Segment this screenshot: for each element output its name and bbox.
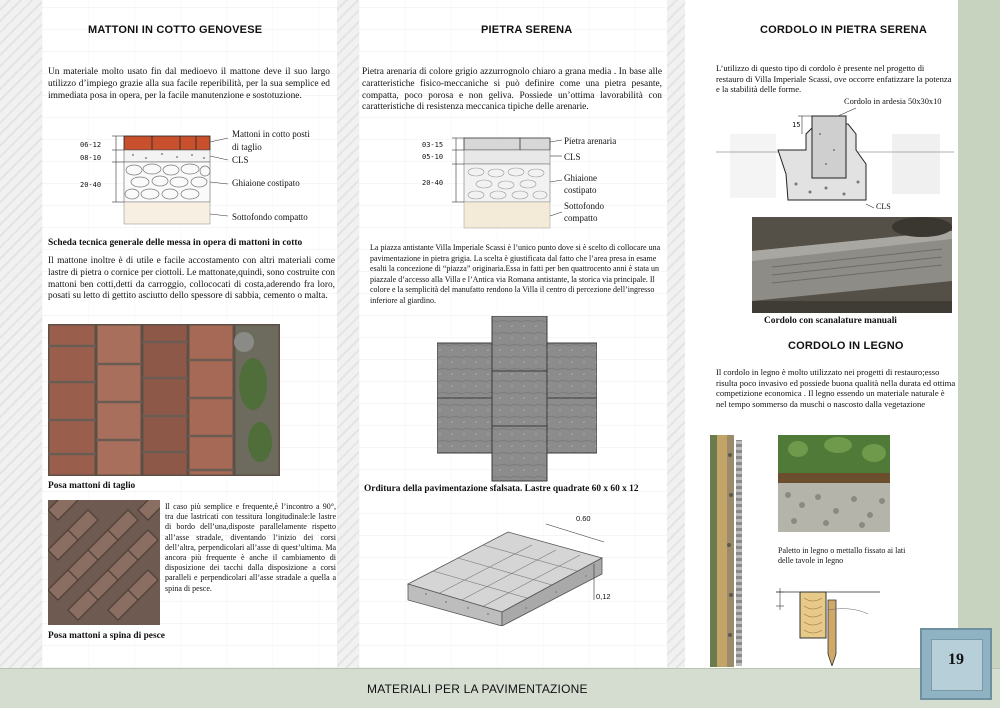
pietra-section-diagram [420, 132, 640, 232]
dim-060: 0.60 [576, 514, 591, 523]
page-number-badge [920, 628, 992, 700]
cordolo-pietra-text: L’utilizzo di questo tipo di cordolo è presente nel progetto di restauro di Villa Imperiale Scassi, ove occorre enfatizzare la potenza e la stabilità delle forme. [716, 63, 952, 95]
pietra-label-ghiaione: Ghiaione costipato [564, 173, 597, 195]
dim-label-3: 20-40 [80, 181, 102, 189]
layer-label-ghiaione: Ghiaione costipato [232, 178, 300, 188]
cordolo-dim-15: 15 [792, 121, 801, 129]
pietra-dim-3: 20-40 [422, 179, 444, 187]
piazza-text: La piazza antistante Villa Imperiale Scassi è l’unico punto dove si è scelto di collocare una pavimentazione in pietra grigia. La scelta è giustificata dal fatto che l’area presa in esame esalti la concezione di “piazza” originaria.Essa in fatti per ben quattrocento anni è stata un piazzale d’accesso alla Villa e l’Antica via Romana antistante, la storica via principale. Il colore e la semplicità del manufatto rendono la Villa il centro di percezione dell’ingresso inferiore al giardino. [370, 243, 661, 305]
layer-label-sottofondo: Sottofondo compatto [232, 212, 308, 222]
cordolo-section-diagram [716, 94, 954, 214]
layer-label-cls: CLS [232, 155, 249, 165]
cordolo-cls-label: CLS [876, 202, 891, 211]
pietra-intro-text: Pietra arenaria di colore grigio azzurrognolo chiaro a grana media . In base alle caratteristiche fisico-meccaniche si può definire come una pietra pesante, compatta, poco porosa e non geliva. Possiede un’ottima lavorabilità con caratteristiche di resistenza meccanica tipiche delle arenarie. [362, 67, 662, 113]
footer-title: MATERIALI PER LA PAVIMENTAZIONE [367, 682, 588, 696]
layer-label-bricks: Mattoni in cotto posti di taglio [232, 129, 310, 152]
gutter-left [337, 0, 359, 668]
dim-label-1: 06-12 [80, 141, 102, 149]
scheda-tecnica-text: Il mattone inoltre è di utile e facile accostamento con altri materiali come lastre di pietra o cornice per ciottoli. Le mattonate,quindi, sono costruite con mattoni ben cotti,detti da carroggio, collococati di costa,aderendo fra loro, posati su letto di gettito asciutto dello spessore di sabbia, cemento o malta. [48, 256, 335, 302]
cordolo-legno-text: Il cordolo in legno è molto utilizzato nei progetti di restauro;esso risulta poco invasivo ed possiede buona qualità nella durata ed ottima competizione economica . Il legno essendo un materiale naturale è nel tempo sommerso da muschi o nascosto dalla vegetazione [716, 367, 956, 409]
gutter-far-left [0, 0, 42, 668]
mattoni-section-diagram [78, 126, 338, 226]
section-title-cordolo-legno: CORDOLO IN LEGNO [788, 340, 904, 352]
pietra-label-sottofondo: Sottofondo compatto [564, 201, 605, 223]
mattoni-intro-text: Un materiale molto usato fin dal medioevo il mattone deve il suo largo utilizzo d’impiego grazie alla sua facile reperibilità, per la sua semplice ed immediata posa in opera, per la facile manutenzione e sostotuzione. [48, 67, 330, 101]
paving-pattern-diagram [437, 316, 597, 482]
herringbone-photo [48, 500, 160, 625]
wood-edge-diagram [772, 570, 882, 666]
pietra-label-cls: CLS [564, 152, 581, 162]
cordolo-ardesia-label: Cordolo in ardesia 50x30x10 [844, 97, 942, 106]
brick-photo [48, 324, 280, 476]
section-title-pietra: PIETRA SERENA [481, 24, 573, 36]
orditura-caption: Orditura della pavimentazione sfalsata. Lastre quadrate 60 x 60 x 12 [364, 484, 639, 494]
paletto-label: Paletto in legno o mettallo fissato ai lati delle tavole in legno [778, 546, 906, 565]
cordolo-photo [752, 217, 952, 313]
herringbone-text: Il caso più semplice e frequente,è l’incontro a 90°, tra due lastricati con tessitura longitudinale:le lastre di bordo dell’una,disposte parallelamente rispetto all’asse stradale, diventando l’inizio dei corsi dell’altra, perpendicolari all’asse di quest’ultima. Ma ancora più frequente è anche il cambiamento di disposizione dei tacchi dalla disposizione a corsi paralleli e perpendicolari all’asse stradale a quella a spina di pesce. [165, 502, 336, 593]
photo-caption-taglio: Posa mattoni di taglio [48, 481, 136, 491]
section-title-cordolo-pietra: CORDOLO IN PIETRA SERENA [760, 24, 927, 36]
section-title-mattoni: MATTONI IN COTTO GENOVESE [88, 24, 263, 36]
cordolo-photo-caption: Cordolo con scanalature manuali [764, 316, 897, 326]
page-number: 19 [948, 651, 964, 668]
right-sidebar [958, 0, 1000, 668]
photo-caption-spina: Posa mattoni a spina di pesce [48, 631, 165, 641]
pietra-dim-2: 05-10 [422, 153, 444, 161]
garden-edge-photo [778, 435, 890, 532]
gravel-strip [736, 440, 742, 666]
wood-strip-photo [710, 435, 734, 667]
dim-label-2: 08-10 [80, 154, 102, 162]
scheda-tecnica-title: Scheda tecnica generale delle messa in opera di mattoni in cotto [48, 238, 303, 248]
gutter-right [667, 0, 685, 668]
pietra-label-arenaria: Pietra arenaria [564, 136, 617, 146]
dim-012: 0,12 [596, 592, 611, 601]
pietra-dim-1: 03-15 [422, 141, 444, 149]
paving-3d-sketch [396, 508, 636, 626]
